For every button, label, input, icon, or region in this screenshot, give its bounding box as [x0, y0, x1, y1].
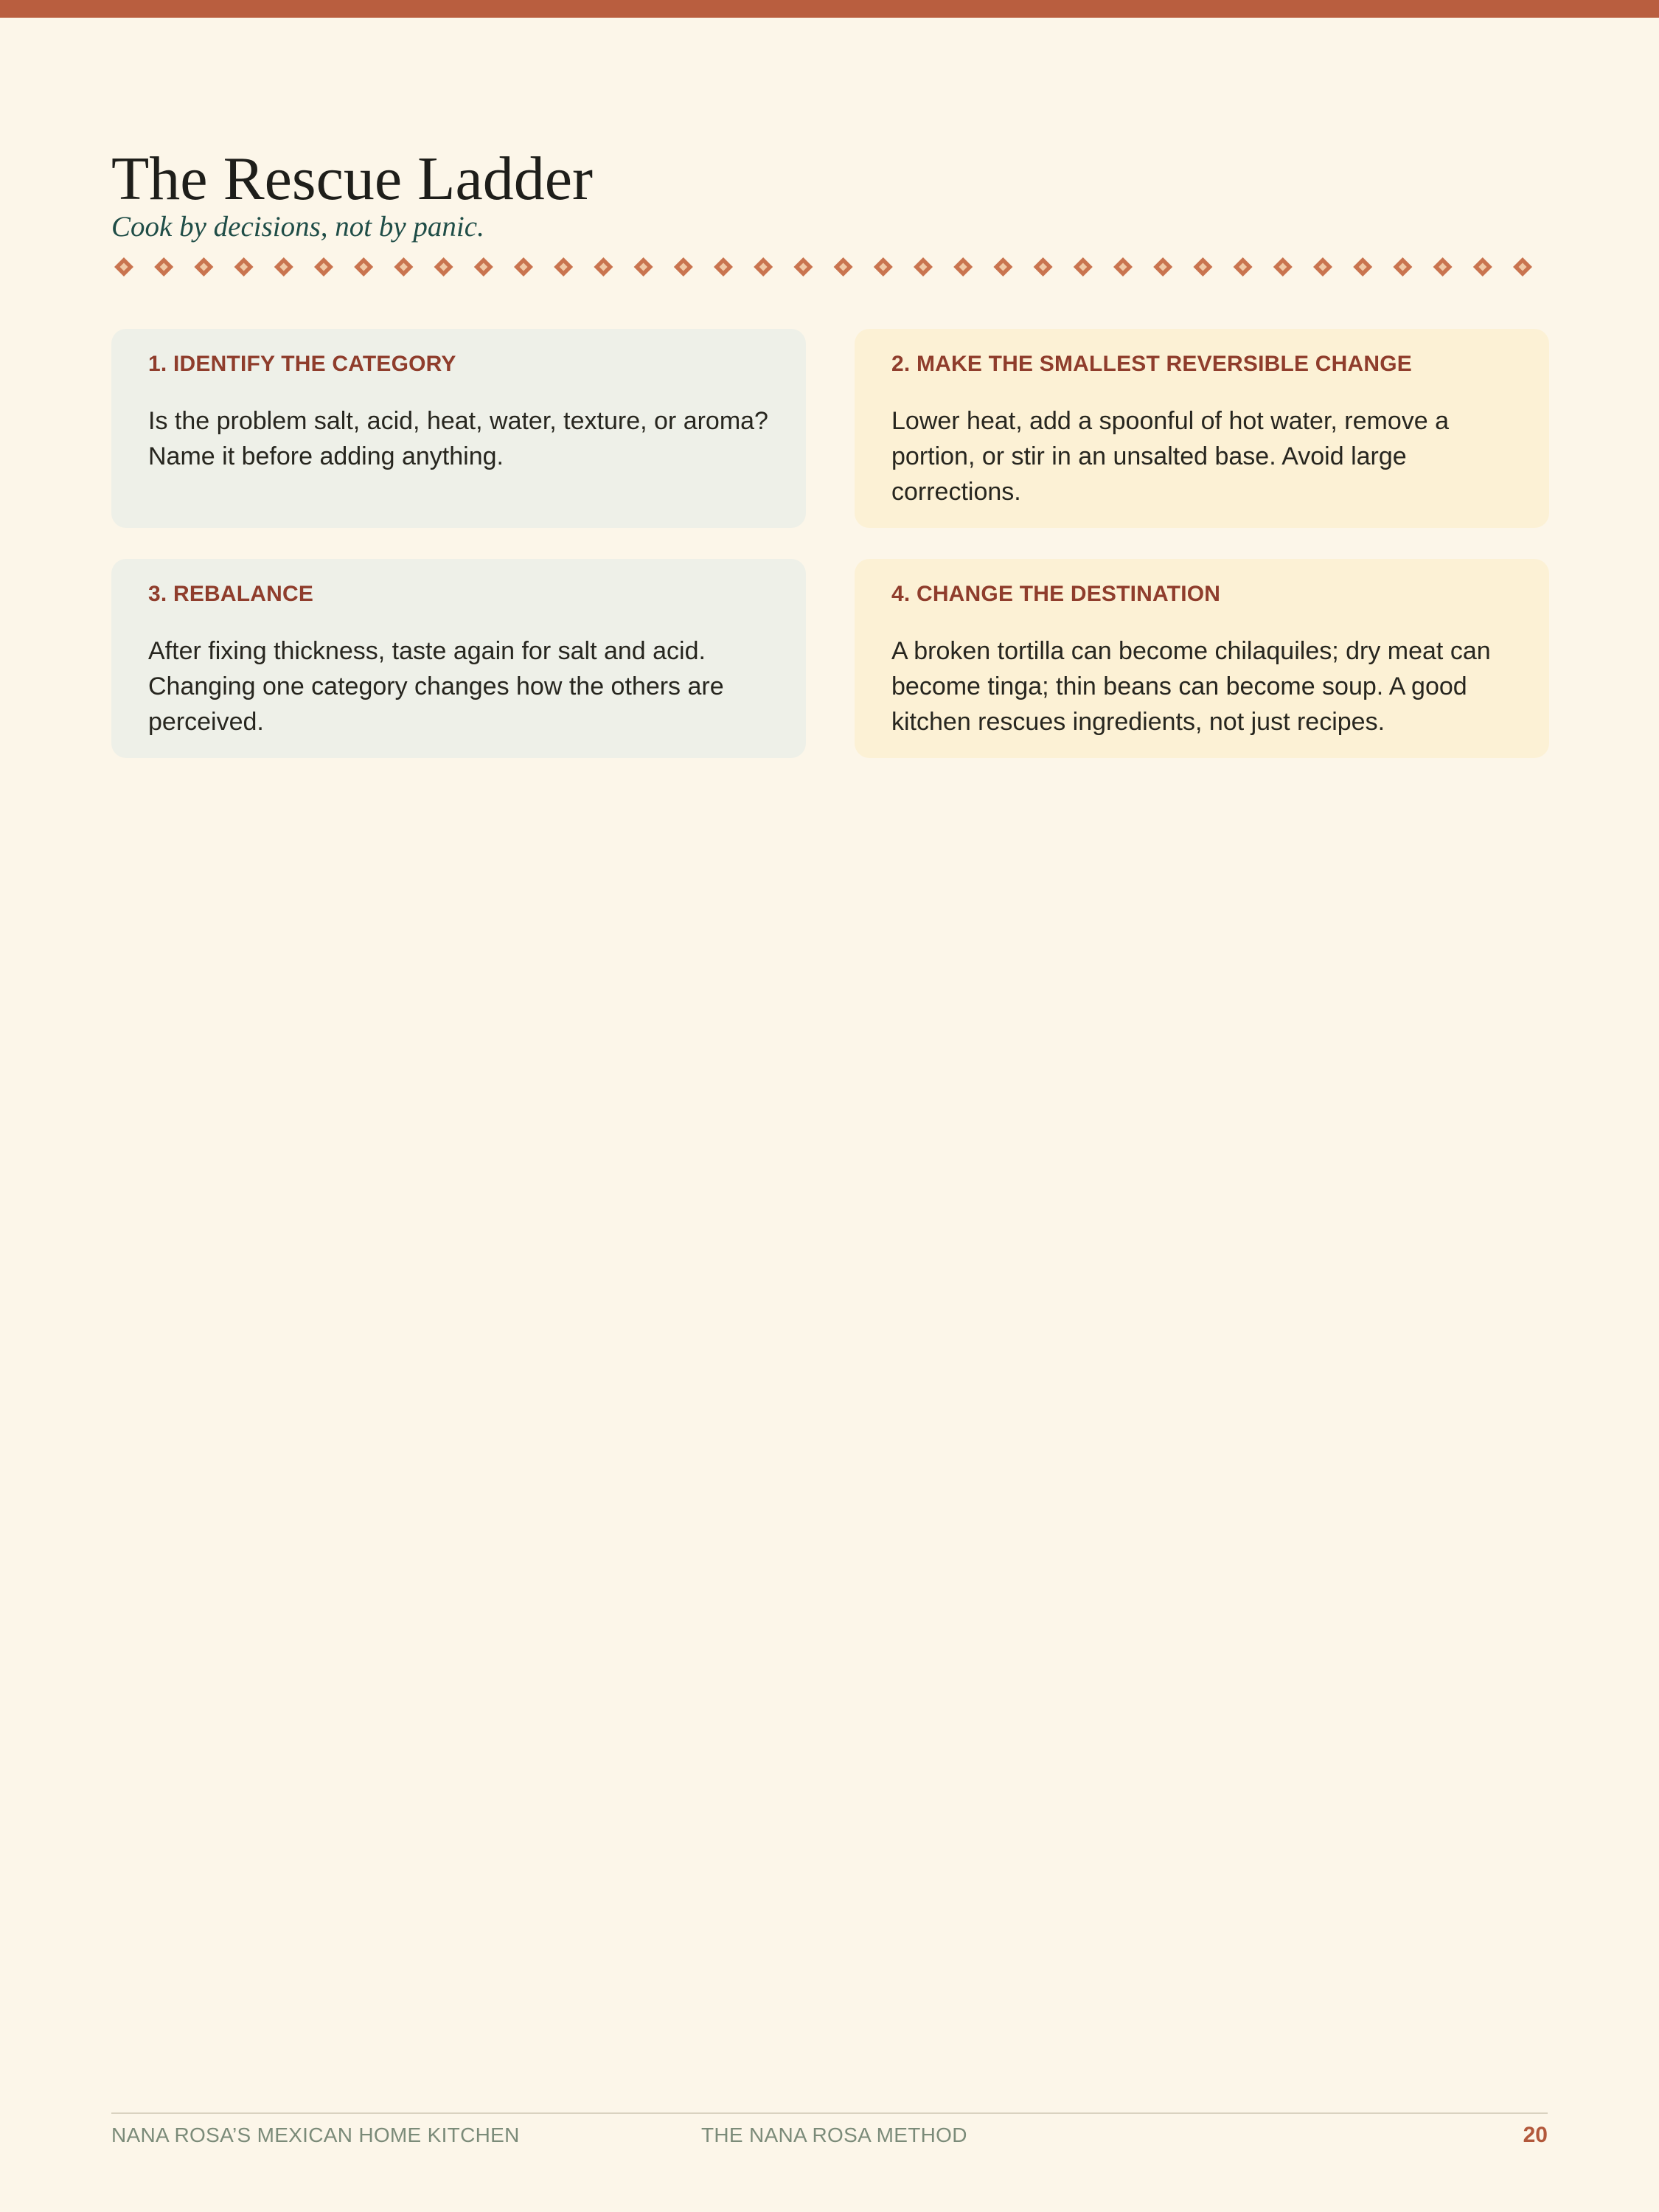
diamond-icon	[474, 257, 493, 276]
diamond-icon	[1433, 257, 1453, 276]
diamond-icon	[1034, 257, 1053, 276]
step-card-body: Lower heat, add a spoonful of hot water, remove a portion, or stir in an unsalted base. Avoid large corrections.	[891, 407, 1450, 506]
diamond-icon	[793, 257, 813, 276]
top-accent-bar	[0, 0, 1659, 18]
step-card-heading: 1. IDENTIFY THE CATEGORY	[148, 352, 456, 376]
diamond-icon	[1513, 257, 1532, 276]
footer-book-title: NANA ROSA’S MEXICAN HOME KITCHEN	[111, 2124, 520, 2146]
diamond-icon	[1313, 257, 1332, 276]
step-card-heading: 2. MAKE THE SMALLEST REVERSIBLE CHANGE	[891, 352, 1412, 376]
step-card-smallest-change	[855, 329, 1549, 528]
diamond-icon	[1393, 257, 1412, 276]
diamond-icon	[354, 257, 373, 276]
footer-section-title: THE NANA ROSA METHOD	[701, 2124, 967, 2146]
diamond-icon	[674, 257, 693, 276]
diamond-icon	[993, 257, 1012, 276]
step-card-change-destination	[855, 559, 1549, 758]
footer-divider	[111, 2112, 1548, 2114]
diamond-icon	[314, 257, 333, 276]
diamond-icon	[234, 257, 254, 276]
diamond-icon	[194, 257, 213, 276]
diamond-icon	[634, 257, 653, 276]
step-card-heading: 4. CHANGE THE DESTINATION	[891, 582, 1221, 606]
diamond-icon	[1473, 257, 1492, 276]
diamond-icon	[1074, 257, 1093, 276]
step-card-body: Is the problem salt, acid, heat, water, texture, or aroma? Name it before adding anything.	[148, 407, 768, 470]
diamond-icon	[1113, 257, 1133, 276]
step-card-identify	[111, 329, 806, 528]
diamond-icon	[154, 257, 173, 276]
diamond-icon	[394, 257, 413, 276]
step-card-rebalance	[111, 559, 806, 758]
diamond-icon	[874, 257, 893, 276]
step-card-body: After fixing thickness, taste again for salt and acid. Changing one category changes how the others are perceived.	[148, 637, 724, 736]
diamond-icon	[554, 257, 573, 276]
page-number: 20	[1523, 2123, 1548, 2147]
diamond-icon	[714, 257, 733, 276]
diamond-icon	[434, 257, 453, 276]
diamond-icon	[754, 257, 773, 276]
diamond-icon	[514, 257, 533, 276]
diamond-icon	[1353, 257, 1372, 276]
diamond-icon	[1273, 257, 1293, 276]
page-subtitle: Cook by decisions, not by panic.	[111, 211, 484, 243]
diamond-icon	[953, 257, 973, 276]
diamond-icon	[594, 257, 613, 276]
step-card-body: A broken tortilla can become chilaquiles; dry meat can become tinga; thin beans can become soup. A good kitchen rescues ingredients, not just recipes.	[891, 637, 1491, 736]
diamond-icon	[914, 257, 933, 276]
diamond-icon	[1193, 257, 1212, 276]
step-card-heading: 3. REBALANCE	[148, 582, 314, 606]
diamond-icon	[1234, 257, 1253, 276]
diamond-icon	[114, 257, 133, 276]
diamond-icon	[834, 257, 853, 276]
page-title: The Rescue Ladder	[111, 145, 594, 213]
diamond-icon	[1153, 257, 1172, 276]
diamond-icon	[274, 257, 293, 276]
